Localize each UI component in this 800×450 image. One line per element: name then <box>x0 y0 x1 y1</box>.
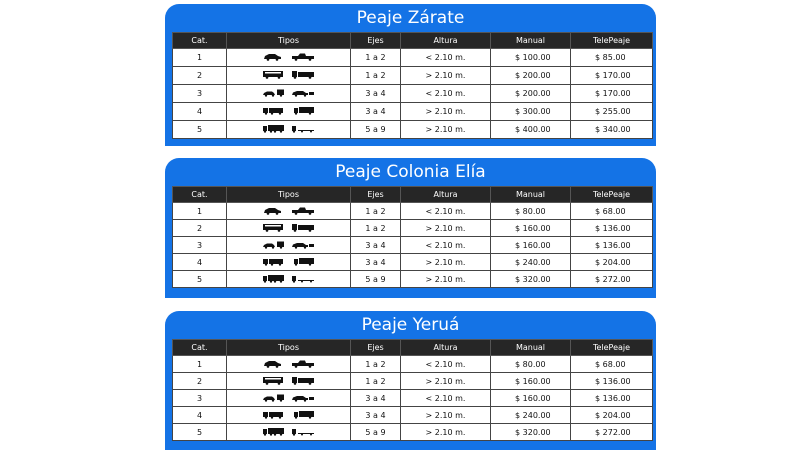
axles-cell: 1 a 2 <box>351 203 401 220</box>
column-header: Altura <box>401 187 491 203</box>
car-pickup-icon <box>262 206 316 217</box>
column-header: Manual <box>491 340 571 356</box>
category-cell: 3 <box>173 237 227 254</box>
category-cell: 1 <box>173 203 227 220</box>
manual-price-cell: $ 300.00 <box>491 103 571 121</box>
axles-cell: 1 a 2 <box>351 220 401 237</box>
category-cell: 5 <box>173 271 227 288</box>
telepeaje-price-cell: $ 136.00 <box>571 373 653 390</box>
manual-price-cell: $ 160.00 <box>491 390 571 407</box>
toll-title: Peaje Colonia Elía <box>335 162 486 182</box>
height-cell: < 2.10 m. <box>401 237 491 254</box>
car-pickup-icon <box>262 359 316 370</box>
category-cell: 5 <box>173 424 227 441</box>
manual-price-cell: $ 160.00 <box>491 220 571 237</box>
column-header: Tipos <box>227 340 351 356</box>
table-row <box>173 103 653 121</box>
column-header: TelePeaje <box>571 187 653 203</box>
table-row <box>173 407 653 424</box>
category-cell: 4 <box>173 103 227 121</box>
manual-price-cell: $ 240.00 <box>491 407 571 424</box>
table-row <box>173 49 653 67</box>
axles-cell: 1 a 2 <box>351 356 401 373</box>
toll-panel <box>165 4 656 146</box>
axles-cell: 1 a 2 <box>351 49 401 67</box>
manual-price-cell: $ 320.00 <box>491 424 571 441</box>
vehicle-types-cell <box>227 103 351 121</box>
column-header: Tipos <box>227 33 351 49</box>
table-row <box>173 373 653 390</box>
vehicle-types-cell <box>227 220 351 237</box>
height-cell: < 2.10 m. <box>401 390 491 407</box>
manual-price-cell: $ 240.00 <box>491 254 571 271</box>
telepeaje-price-cell: $ 170.00 <box>571 67 653 85</box>
semi-truck-icon <box>262 124 316 135</box>
height-cell: > 2.10 m. <box>401 271 491 288</box>
column-header: TelePeaje <box>571 340 653 356</box>
table-row <box>173 390 653 407</box>
vehicle-types-cell <box>227 271 351 288</box>
toll-title: Peaje Yeruá <box>361 315 460 335</box>
manual-price-cell: $ 80.00 <box>491 356 571 373</box>
car-pickup-icon <box>262 52 316 63</box>
bus-truck-icon <box>262 376 316 387</box>
table-row <box>173 67 653 85</box>
manual-price-cell: $ 320.00 <box>491 271 571 288</box>
manual-price-cell: $ 160.00 <box>491 373 571 390</box>
telepeaje-price-cell: $ 204.00 <box>571 254 653 271</box>
vehicle-types-cell <box>227 85 351 103</box>
telepeaje-price-cell: $ 136.00 <box>571 390 653 407</box>
category-cell: 3 <box>173 390 227 407</box>
table-row <box>173 271 653 288</box>
semi-truck-icon <box>262 427 316 438</box>
column-header: Tipos <box>227 187 351 203</box>
manual-price-cell: $ 100.00 <box>491 49 571 67</box>
rate-table <box>172 186 653 288</box>
column-header: Cat. <box>173 187 227 203</box>
axles-cell: 3 a 4 <box>351 237 401 254</box>
telepeaje-price-cell: $ 170.00 <box>571 85 653 103</box>
column-header: Ejes <box>351 340 401 356</box>
telepeaje-price-cell: $ 255.00 <box>571 103 653 121</box>
vehicle-types-cell <box>227 407 351 424</box>
vehicle-types-cell <box>227 49 351 67</box>
table-row <box>173 254 653 271</box>
vehicle-types-cell <box>227 373 351 390</box>
table-header-row <box>173 33 653 49</box>
category-cell: 2 <box>173 373 227 390</box>
axles-cell: 3 a 4 <box>351 103 401 121</box>
axles-cell: 5 a 9 <box>351 121 401 139</box>
height-cell: > 2.10 m. <box>401 373 491 390</box>
truck-trailer-icon <box>262 410 316 421</box>
column-header: Manual <box>491 187 571 203</box>
axles-cell: 3 a 4 <box>351 85 401 103</box>
toll-title: Peaje Zárate <box>356 8 465 28</box>
column-header: Manual <box>491 33 571 49</box>
telepeaje-price-cell: $ 85.00 <box>571 49 653 67</box>
axles-cell: 3 a 4 <box>351 390 401 407</box>
category-cell: 4 <box>173 407 227 424</box>
vehicle-types-cell <box>227 356 351 373</box>
table-row <box>173 85 653 103</box>
bus-truck-icon <box>262 70 316 81</box>
rate-table <box>172 32 653 139</box>
column-header: Cat. <box>173 33 227 49</box>
height-cell: > 2.10 m. <box>401 254 491 271</box>
height-cell: > 2.10 m. <box>401 220 491 237</box>
category-cell: 4 <box>173 254 227 271</box>
column-header: Altura <box>401 340 491 356</box>
height-cell: > 2.10 m. <box>401 407 491 424</box>
vehicle-types-cell <box>227 254 351 271</box>
table-row <box>173 356 653 373</box>
telepeaje-price-cell: $ 68.00 <box>571 356 653 373</box>
table-row <box>173 424 653 441</box>
semi-truck-icon <box>262 274 316 285</box>
manual-price-cell: $ 160.00 <box>491 237 571 254</box>
height-cell: > 2.10 m. <box>401 121 491 139</box>
category-cell: 3 <box>173 85 227 103</box>
telepeaje-price-cell: $ 136.00 <box>571 237 653 254</box>
height-cell: > 2.10 m. <box>401 424 491 441</box>
column-header: Altura <box>401 33 491 49</box>
rate-table <box>172 339 653 441</box>
category-cell: 5 <box>173 121 227 139</box>
telepeaje-price-cell: $ 272.00 <box>571 271 653 288</box>
manual-price-cell: $ 80.00 <box>491 203 571 220</box>
table-row <box>173 121 653 139</box>
truck-trailer-icon <box>262 106 316 117</box>
table-row <box>173 203 653 220</box>
height-cell: < 2.10 m. <box>401 85 491 103</box>
telepeaje-price-cell: $ 340.00 <box>571 121 653 139</box>
column-header: TelePeaje <box>571 33 653 49</box>
column-header: Ejes <box>351 187 401 203</box>
truck-trailer-icon <box>262 257 316 268</box>
vehicle-types-cell <box>227 121 351 139</box>
category-cell: 1 <box>173 356 227 373</box>
category-cell: 2 <box>173 220 227 237</box>
manual-price-cell: $ 200.00 <box>491 85 571 103</box>
axles-cell: 5 a 9 <box>351 424 401 441</box>
axles-cell: 1 a 2 <box>351 67 401 85</box>
table-header-row <box>173 340 653 356</box>
vehicle-types-cell <box>227 237 351 254</box>
car-trailer-icon <box>262 88 316 99</box>
car-trailer-icon <box>262 393 316 404</box>
telepeaje-price-cell: $ 272.00 <box>571 424 653 441</box>
manual-price-cell: $ 400.00 <box>491 121 571 139</box>
height-cell: < 2.10 m. <box>401 356 491 373</box>
axles-cell: 1 a 2 <box>351 373 401 390</box>
category-cell: 1 <box>173 49 227 67</box>
axles-cell: 3 a 4 <box>351 254 401 271</box>
height-cell: < 2.10 m. <box>401 203 491 220</box>
car-trailer-icon <box>262 240 316 251</box>
column-header: Ejes <box>351 33 401 49</box>
telepeaje-price-cell: $ 68.00 <box>571 203 653 220</box>
vehicle-types-cell <box>227 390 351 407</box>
axles-cell: 3 a 4 <box>351 407 401 424</box>
category-cell: 2 <box>173 67 227 85</box>
telepeaje-price-cell: $ 204.00 <box>571 407 653 424</box>
column-header: Cat. <box>173 340 227 356</box>
bus-truck-icon <box>262 223 316 234</box>
table-row <box>173 237 653 254</box>
height-cell: < 2.10 m. <box>401 49 491 67</box>
vehicle-types-cell <box>227 67 351 85</box>
toll-panel <box>165 311 656 450</box>
manual-price-cell: $ 200.00 <box>491 67 571 85</box>
toll-panel <box>165 158 656 298</box>
height-cell: > 2.10 m. <box>401 103 491 121</box>
table-header-row <box>173 187 653 203</box>
axles-cell: 5 a 9 <box>351 271 401 288</box>
telepeaje-price-cell: $ 136.00 <box>571 220 653 237</box>
vehicle-types-cell <box>227 203 351 220</box>
vehicle-types-cell <box>227 424 351 441</box>
height-cell: > 2.10 m. <box>401 67 491 85</box>
table-row <box>173 220 653 237</box>
